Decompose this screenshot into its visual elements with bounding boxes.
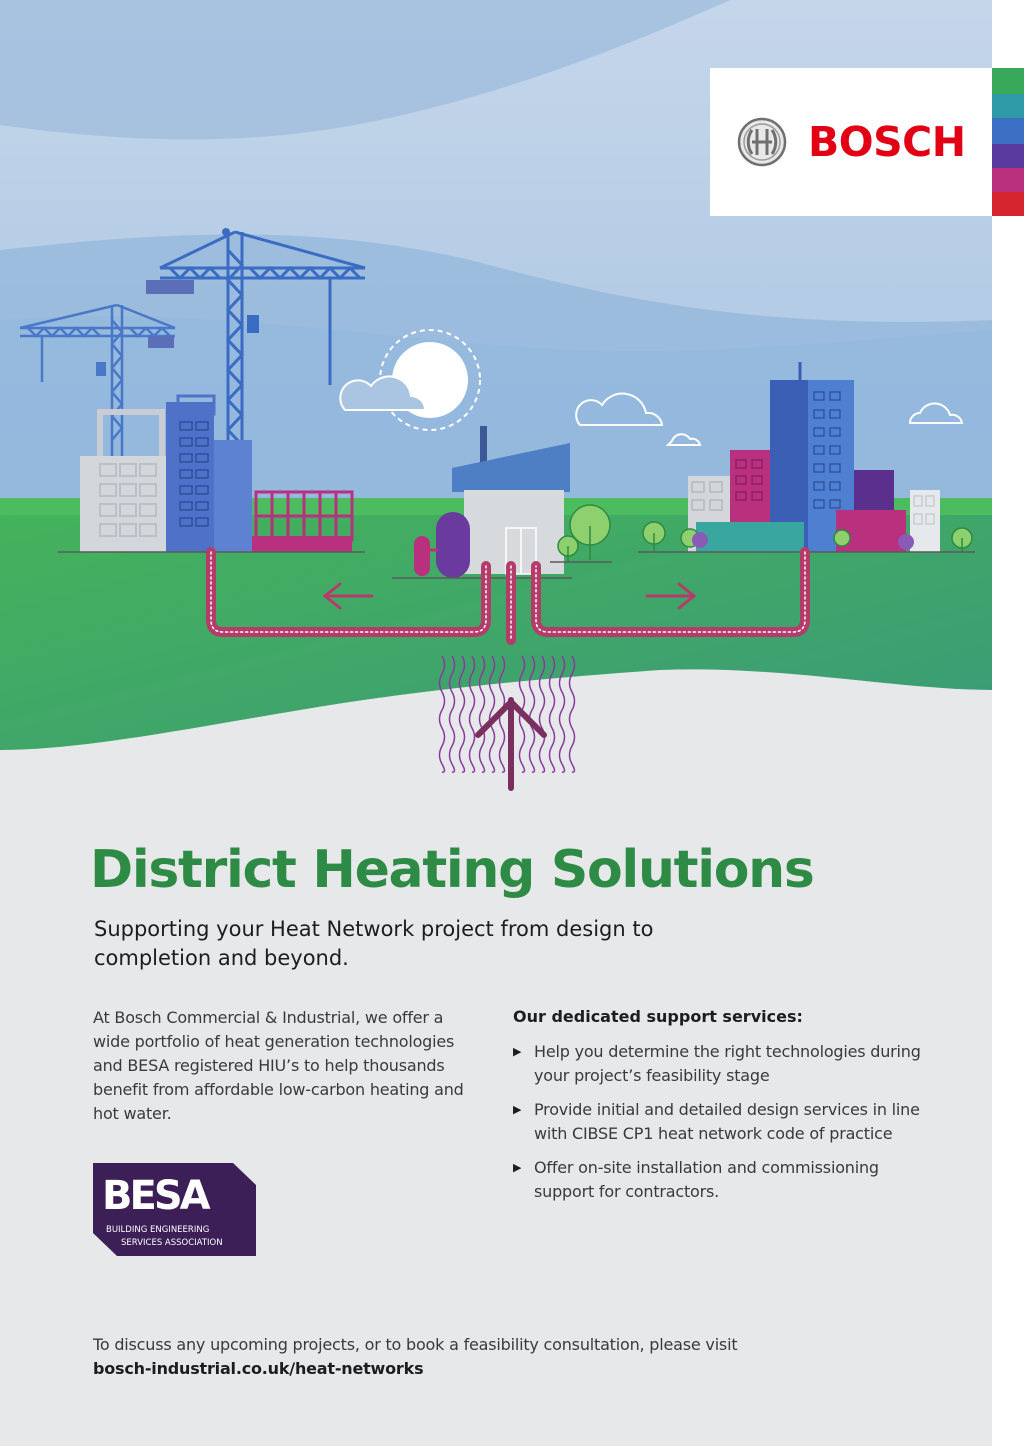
call-to-action [93,1333,753,1381]
service-item-text: Offer on-site installation and commissioning support for contractors. [534,1158,879,1201]
besa-wordmark: BESA [102,1173,208,1219]
right-margin [992,0,1024,1446]
bullet-triangle-icon: ▶ [513,1161,522,1174]
bosch-wordmark: BOSCH [808,118,966,166]
crane-large-counterweight [146,280,194,294]
services-list [513,1040,933,1214]
besa-logo [93,1163,256,1256]
website-link[interactable]: bosch-industrial.co.uk/heat-networks [93,1359,424,1378]
page-title: District Heating Solutions [90,840,814,900]
subtitle: Supporting your Heat Network project from design to completion and beyond. [94,917,654,970]
plant-tank-purple [436,512,470,578]
plant-building [464,490,564,574]
service-item-text: Provide initial and detailed design services in line with CIBSE CP1 heat network code of practice [534,1100,920,1143]
plant-tank-pink [414,536,430,576]
besa-line-2: SERVICES ASSOCIATION [121,1238,223,1248]
building-blue-left [166,402,214,552]
bosch-armature-icon [737,117,787,167]
building-teal-low [696,522,804,552]
besa-line-1: BUILDING ENGINEERING [106,1225,210,1235]
crane-large-cab [247,315,259,333]
brand-color-strip [992,68,1024,216]
service-item [513,1156,933,1204]
service-item-text: Help you determine the right technologies during your project’s feasibility stage [534,1042,921,1085]
intro-paragraph: At Bosch Commercial & Industrial, we offer a wide portfolio of heat generation technologies and BESA registered HIU’s to help thousands benefit from affordable low-carbon heating and hot water. [93,1008,464,1123]
bullet-triangle-icon: ▶ [513,1103,522,1116]
services-heading: Our dedicated support services: [513,1007,803,1026]
heat-source-arrow [478,700,544,788]
service-item [513,1098,933,1146]
service-item [513,1040,933,1088]
bullet-triangle-icon: ▶ [513,1045,522,1058]
cta-text: To discuss any upcoming projects, or to book a feasibility consultation, please visit [93,1335,738,1354]
crane-small-counterweight [148,336,174,348]
chimney [480,426,487,466]
building-blue-left-2 [214,440,252,552]
